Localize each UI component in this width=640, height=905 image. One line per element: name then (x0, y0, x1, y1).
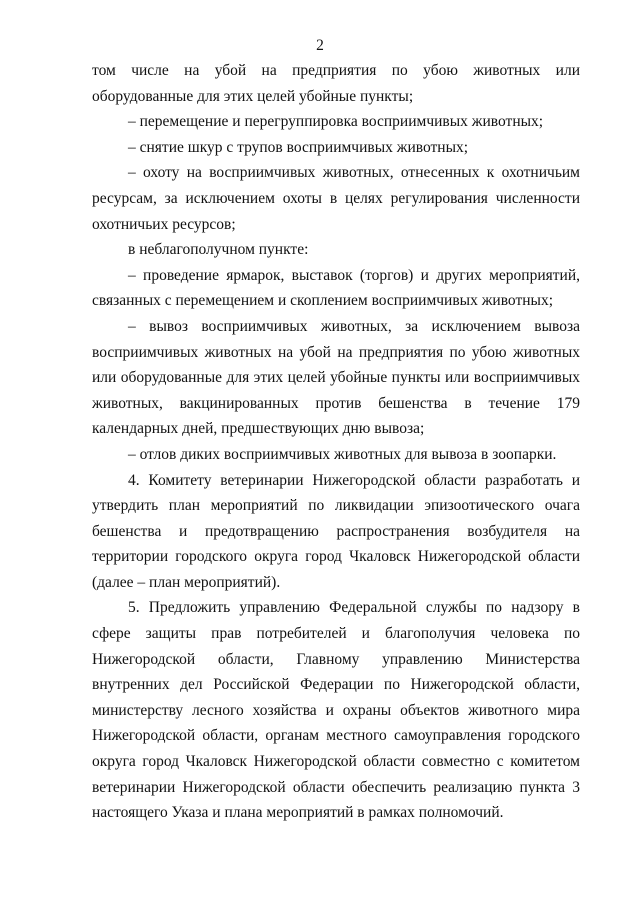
list-item-skinning: – снятие шкур с трупов восприимчивых животных; (128, 138, 469, 156)
clause-5: 5. Предложить управлению Федеральной службы по надзору в сфере защиты прав потребителей и благополучия человека по Нижегородской области, Главному управлению Министерства внутренних дел Российской Федерации по Нижегородской области, министерству лесного хозяйства и охраны объектов животного мира Нижегородской области, органам местного самоуправления городского округа город Чкаловск Нижегородской области совместно с комитетом ветеринарии Нижегородской области обеспечить реализацию пункта 3 настоящего Указа и плана мероприятий в рамках полномочий. (92, 599, 580, 822)
list-item-fairs: – проведение ярмарок, выставок (торгов) и других мероприятий, связанных с перемещением и скоплением восприимчивых животных; (92, 266, 580, 310)
list-item-hunting: – охоту на восприимчивых животных, отнесенных к охотничьим ресурсам, за исключением охоты в целях регулирования численности охотничьих ресурсов; (92, 164, 580, 233)
paragraph-continuation: том числе на убой на предприятия по убою животных или оборудованные для этих целей убойные пункты; (92, 62, 580, 105)
section-lead-unfavorable-point: в неблагополучном пункте: (128, 241, 309, 259)
list-item-export: – вывоз восприимчивых животных, за исключением вывоза восприимчивых животных на убой на предприятия по убою животных или оборудованные для этих целей убойные пункты или восприимчивых животных, вакцинированных против бешенства в течение 179 календарных дней, предшествующих дню вывоза; (92, 317, 580, 438)
list-item-capture: – отлов диких восприимчивых животных для вывоза в зоопарки. (128, 445, 557, 463)
clause-4: 4. Комитету ветеринарии Нижегородской области разработать и утвердить план мероприятий по ликвидации эпизоотического очага бешенства и предотвращению распространения возбудителя на территории городского округа город Чкаловск Нижегородской области (далее – план мероприятий). (92, 471, 580, 591)
list-item-relocation: – перемещение и перегруппировка восприимчивых животных; (128, 113, 544, 131)
page-number: 2 (316, 37, 324, 54)
document-body (92, 58, 580, 826)
